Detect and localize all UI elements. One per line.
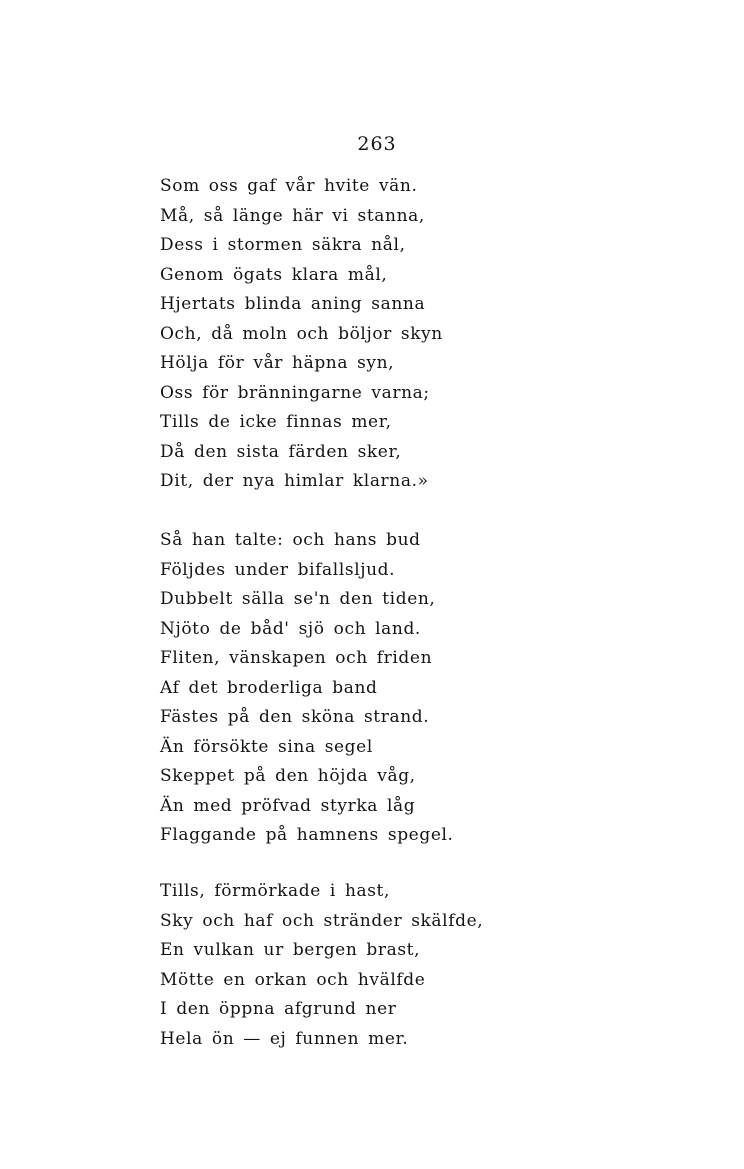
verse-line: Mötte en orkan och hvälfde (160, 969, 426, 990)
verse-line: Dubbelt sälla se'n den tiden, (160, 589, 436, 609)
verse-line: Än försökte sina segel (160, 736, 373, 757)
verse-line: Dit, der nya himlar klarna.» (160, 471, 429, 491)
verse-line: Följdes under bifallsljud. (160, 559, 396, 580)
verse-line: Oss för bränningarne varna; (160, 382, 430, 403)
verse-line: Då den sista färden sker, (160, 441, 402, 462)
verse-line: Som oss gaf vår hvite vän. (160, 176, 418, 196)
verse-line: Må, så länge här vi stanna, (160, 205, 425, 226)
verse-line: Så han talte: och hans bud (160, 530, 421, 550)
verse-line: Dess i stormen säkra nål, (160, 235, 406, 255)
page-number: 263 (357, 133, 397, 155)
verse-line: Af det broderliga band (160, 677, 378, 698)
verse-line: Hjertats blinda aning sanna (160, 294, 426, 314)
stanza-2 (160, 526, 454, 851)
verse-line: Hela ön — ej funnen mer. (160, 1028, 409, 1049)
verse-line: Genom ögats klara mål, (160, 264, 388, 285)
verse-line: Flaggande på hamnens spegel. (160, 825, 454, 845)
verse-line: Hölja för vår häpna syn, (160, 353, 395, 373)
verse-line: Njöto de båd' sjö och land. (160, 618, 421, 639)
verse-line: Än med pröfvad styrka låg (160, 795, 416, 816)
verse-line: Fliten, vänskapen och friden (160, 648, 433, 668)
stanza-1 (160, 172, 443, 497)
stanza-3 (160, 877, 483, 1054)
verse-line: Fästes på den sköna strand. (160, 707, 430, 727)
verse-line: Tills, förmörkade i hast, (160, 881, 390, 901)
verse-line: Sky och haf och stränder skälfde, (160, 910, 484, 931)
verse-line: En vulkan ur bergen brast, (160, 940, 421, 960)
verse-line: Tills de icke finnas mer, (160, 412, 392, 432)
verse-line: Skeppet på den höjda våg, (160, 766, 416, 786)
verse-line: Och, då moln och böljor skyn (160, 323, 443, 344)
verse-line: I den öppna afgrund ner (160, 999, 397, 1019)
